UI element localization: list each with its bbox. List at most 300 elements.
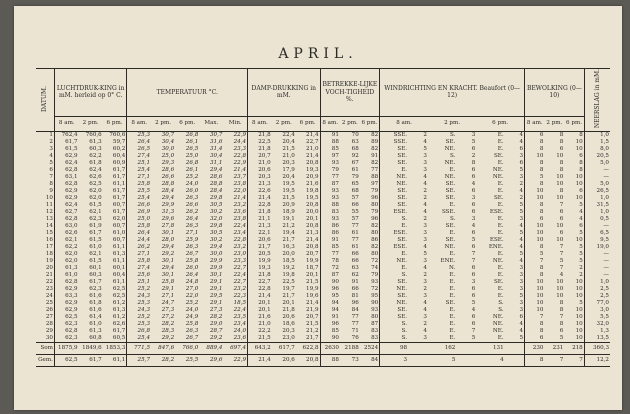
value-cell: 6 [471, 264, 476, 271]
value-cell: 10 [556, 173, 564, 180]
value-cell: 25,0 [137, 215, 151, 222]
value-cell: 21,4 [223, 167, 247, 174]
value-cell: 25,0 [161, 152, 175, 159]
value-cell: 61,7 [103, 167, 127, 174]
value-cell: 29,9 [209, 257, 223, 264]
value-cell: ENE. [440, 257, 456, 264]
value-cell: 62,0 [65, 250, 78, 257]
value-cell: 6 [471, 243, 476, 250]
value-cell: 8 [559, 299, 564, 306]
value-cell: 23,7 [223, 174, 247, 181]
som-value: 1849,6 [79, 342, 103, 354]
value-cell: E. [449, 250, 456, 257]
value-cell: 62,0 [103, 216, 127, 223]
value-cell: 30,5 [209, 201, 223, 208]
day-cell: 18 [36, 251, 54, 258]
value-cell: 2 [564, 272, 584, 279]
value-cell: 10 [536, 194, 544, 201]
value-cell: 26,5 [596, 187, 609, 194]
value-cell: 6 [539, 215, 544, 222]
value-cell: 96 [360, 216, 380, 223]
value-cell: 24,0 [185, 306, 199, 313]
value-cell: 8 [559, 320, 564, 327]
value-cell: 61,0 [89, 243, 102, 250]
value-cell: 66 [351, 201, 359, 208]
value-cell: 61,6 [89, 292, 102, 299]
value-cell: 4 [423, 327, 427, 334]
value-cell: 19,0 [596, 243, 609, 250]
value-cell: 85 [331, 145, 339, 152]
value-cell: 22,0 [223, 188, 247, 195]
value-cell: 30,0 [161, 145, 175, 152]
value-cell: 30,5 [209, 229, 223, 236]
wind-sub: 8 am. [380, 116, 428, 131]
value-cell: 27,4 [137, 152, 151, 159]
value-cell: 10 [536, 152, 544, 159]
value-cell: 83 [360, 335, 380, 343]
value-cell: 23,5 [223, 314, 247, 321]
value-cell: 62,4 [89, 166, 102, 173]
value-cell: 20,1 [282, 299, 295, 306]
value-cell: 85 [331, 243, 339, 250]
value-cell: 21,5 [282, 194, 295, 201]
value-cell: 20,6 [258, 236, 271, 243]
gem-value: 28,2 [151, 354, 175, 366]
value-cell: 22,4 [223, 223, 247, 230]
value-cell: 92 [351, 152, 359, 159]
value-cell: 26,3 [185, 327, 199, 334]
value-cell: 21,8 [258, 208, 271, 215]
table-row [36, 223, 610, 230]
value-cell: E. [449, 166, 456, 173]
table-row [36, 209, 610, 216]
value-cell: 29,4 [209, 243, 223, 250]
value-cell: 62,8 [65, 166, 78, 173]
value-cell: 61,7 [103, 188, 127, 195]
value-cell: 62,4 [65, 201, 78, 208]
value-cell: 61,3 [89, 138, 102, 145]
value-cell: 24,9 [185, 313, 199, 320]
value-cell: NE. [492, 313, 504, 320]
value-cell: 4 [505, 139, 525, 146]
value-cell: 61,1 [103, 279, 127, 286]
table-row [36, 167, 610, 174]
value-cell: 70 [351, 131, 359, 138]
value-cell: 91 [331, 131, 339, 138]
value-cell: 4 [471, 306, 476, 313]
value-cell: 62,8 [65, 327, 78, 334]
value-cell: 762,4 [61, 131, 78, 138]
value-cell: NE. [492, 166, 504, 173]
value-cell: 61,5 [65, 145, 78, 152]
value-cell: E. [497, 131, 504, 138]
value-cell: 62,0 [89, 194, 102, 201]
value-cell: 72 [360, 258, 380, 265]
value-cell: E. [497, 159, 504, 166]
value-cell: 79 [360, 188, 380, 195]
value-cell: E. [497, 215, 504, 222]
value-cell: 57 [351, 194, 359, 201]
value-cell: 27,8 [161, 222, 175, 229]
value-cell: 4 [505, 223, 525, 230]
gem-value: 25,7 [127, 354, 151, 366]
som-value: 771,5 [127, 342, 151, 354]
value-cell: ESE. [393, 208, 408, 215]
value-cell: 25,8 [137, 222, 151, 229]
value-cell: 5 [471, 299, 476, 306]
value-cell: 26,1 [185, 138, 199, 145]
value-cell: 8 [559, 159, 564, 166]
value-cell: 62,5 [103, 293, 127, 300]
value-cell: 5 [564, 300, 584, 307]
value-cell: 10 [564, 307, 584, 314]
value-cell: 2 [423, 285, 427, 292]
value-cell: 72 [360, 286, 380, 293]
value-cell: 3 [505, 307, 525, 314]
value-cell: 20,0 [282, 250, 295, 257]
value-cell: 9,5 [600, 236, 609, 243]
value-cell: 3 [505, 153, 525, 160]
value-cell: 29,2 [161, 250, 175, 257]
value-cell: 91 [351, 278, 359, 285]
value-cell: 2 [423, 131, 427, 138]
table-row [36, 174, 610, 181]
day-cell: 9 [36, 188, 54, 195]
value-cell: 1,0 [600, 194, 609, 201]
table-row [36, 251, 610, 258]
som-value: 622,8 [296, 342, 320, 354]
gem-value: 61,7 [79, 354, 103, 366]
value-cell: 6 [539, 334, 544, 341]
gem-label: Gem. [36, 354, 54, 366]
value-cell: 19,8 [296, 188, 320, 195]
value-cell: E. [497, 187, 504, 194]
value-cell: 8 [539, 327, 544, 334]
day-cell: 2 [36, 139, 54, 146]
day-cell: 19 [36, 258, 54, 265]
value-cell: — [603, 271, 609, 278]
pressure-sub: 2 pm. [79, 116, 103, 131]
value-cell: 10 [556, 180, 564, 187]
value-cell: 21,0 [258, 159, 271, 166]
value-cell: 96 [331, 320, 339, 327]
pressure-header: LUCHTDRUK-KING in mM. herleid op 0° C. [54, 69, 126, 117]
value-cell: 10 [536, 222, 544, 229]
value-cell: 4 [505, 237, 525, 244]
value-cell: 5 [423, 145, 427, 152]
value-cell: 28,4 [209, 187, 223, 194]
value-cell: E. [449, 306, 456, 313]
value-cell: 7 [559, 243, 564, 250]
value-cell: 3 [423, 222, 427, 229]
value-cell: 21,0 [282, 152, 295, 159]
value-cell: 4 [423, 243, 427, 250]
value-cell: 4 [423, 138, 427, 145]
value-cell: 21,4 [223, 195, 247, 202]
value-cell: 62,0 [89, 187, 102, 194]
value-cell: 2 [505, 195, 525, 202]
value-cell: 23,2 [223, 286, 247, 293]
datum-header: DATUM. [36, 69, 54, 132]
value-cell: 21,4 [296, 237, 320, 244]
value-cell: 22,8 [223, 237, 247, 244]
value-cell: 61,2 [103, 314, 127, 321]
som-value: 697,4 [223, 342, 247, 354]
value-cell: 68 [351, 187, 359, 194]
value-cell: 7 [539, 313, 544, 320]
value-cell: 61,3 [65, 264, 78, 271]
sum-row [36, 342, 610, 354]
value-cell: E. [497, 250, 504, 257]
value-cell: 26,8 [185, 159, 199, 166]
value-cell: 62,9 [65, 194, 78, 201]
value-cell: 21,3 [258, 222, 271, 229]
value-cell: 23,2 [223, 244, 247, 251]
value-cell: 29,3 [161, 159, 175, 166]
mean-row [36, 354, 610, 366]
value-cell: 25,8 [137, 180, 151, 187]
value-cell: 96 [360, 195, 380, 202]
value-cell: SE. [445, 236, 456, 243]
value-cell: E. [401, 264, 408, 271]
value-cell: 26,3 [185, 243, 199, 250]
value-cell: 20,8 [296, 244, 320, 251]
value-cell: SE. [493, 194, 504, 201]
value-cell: SE. [397, 152, 408, 159]
gem-value [505, 354, 525, 366]
value-cell: 25,8 [137, 257, 151, 264]
value-cell: 28,3 [161, 327, 175, 334]
value-cell: 28,2 [209, 313, 223, 320]
value-cell: E. [449, 278, 456, 285]
value-cell: E. [497, 334, 504, 341]
value-cell: 5 [471, 138, 476, 145]
value-cell: 10 [564, 293, 584, 300]
value-cell: 77 [360, 167, 380, 174]
value-cell: 29,5 [209, 292, 223, 299]
value-cell: 25,5 [137, 187, 151, 194]
som-value: 1853,3 [103, 342, 127, 354]
som-value: 162 [428, 342, 456, 354]
value-cell: 21,4 [296, 153, 320, 160]
value-cell: 27,3 [209, 306, 223, 313]
value-cell: 3 [423, 236, 427, 243]
value-cell: 18,9 [282, 208, 295, 215]
gem-value: 62,5 [54, 354, 78, 366]
value-cell: 22,5 [282, 278, 295, 285]
value-cell: 74 [360, 265, 380, 272]
value-cell: 96 [351, 299, 359, 306]
value-cell: 93 [331, 159, 339, 166]
som-value: 617,7 [272, 342, 296, 354]
value-cell: 30,2 [209, 236, 223, 243]
value-cell: 6 [559, 145, 564, 152]
value-cell: 21,5 [282, 145, 295, 152]
value-cell: 10 [564, 314, 584, 321]
value-cell: 83 [331, 208, 339, 215]
value-cell: 4 [423, 299, 427, 306]
value-cell: 3 [471, 278, 476, 285]
value-cell: 62,8 [65, 180, 78, 187]
value-cell: 10 [536, 236, 544, 243]
value-cell: 80 [360, 251, 380, 258]
value-cell: E. [449, 229, 456, 236]
value-cell: 61,8 [89, 159, 102, 166]
gem-value [408, 354, 428, 366]
value-cell: 4 [505, 321, 525, 328]
value-cell: 6 [471, 292, 476, 299]
gem-value: 22,9 [223, 354, 247, 366]
value-cell: 6 [471, 173, 476, 180]
day-cell: 25 [36, 300, 54, 307]
som-value: 360,3 [584, 342, 610, 354]
value-cell: 21,6 [296, 181, 320, 188]
value-cell: 10 [564, 195, 584, 202]
value-cell: 22,1 [258, 229, 271, 236]
value-cell: 65 [351, 180, 359, 187]
value-cell: 62,9 [65, 306, 78, 313]
value-cell: 26,8 [137, 327, 151, 334]
value-cell: 3 [505, 265, 525, 272]
som-value: 231 [544, 342, 564, 354]
value-cell: 62,6 [65, 229, 78, 236]
value-cell: 61,5 [89, 201, 102, 208]
value-cell: 10 [536, 306, 544, 313]
som-value: 98 [380, 342, 408, 354]
value-cell: 20,7 [296, 251, 320, 258]
value-cell: 6 [471, 313, 476, 320]
value-cell: 31,5 [596, 201, 609, 208]
value-cell: 10 [564, 139, 584, 146]
value-cell: S. [401, 215, 408, 222]
value-cell: 4 [423, 264, 427, 271]
value-cell: E. [401, 250, 408, 257]
value-cell: 8 [559, 166, 564, 173]
value-cell: 21,2 [282, 222, 295, 229]
cloud-sub: 2 pm. [544, 116, 564, 131]
value-cell: 18,5 [282, 257, 295, 264]
value-cell: 1,0 [600, 131, 609, 138]
value-cell: 22,8 [258, 201, 271, 208]
value-cell: 28,6 [161, 166, 175, 173]
value-cell: 25,6 [137, 271, 151, 278]
value-cell: 10 [556, 278, 564, 285]
value-cell: 29,1 [161, 285, 175, 292]
value-cell: 6,5 [600, 229, 609, 236]
value-cell: 60,3 [89, 271, 102, 278]
value-cell: 8 [564, 160, 584, 167]
table-row [36, 258, 610, 265]
value-cell: S. [401, 327, 408, 334]
som-value: 2524 [360, 342, 380, 354]
value-cell: 3 [505, 279, 525, 286]
value-cell: E. [449, 320, 456, 327]
value-cell: 62 [351, 271, 359, 278]
value-cell: 62,9 [65, 152, 78, 159]
day-cell: 5 [36, 160, 54, 167]
value-cell: 62,3 [89, 285, 102, 292]
value-cell: 26,9 [137, 208, 151, 215]
value-cell: 22,5 [258, 138, 271, 145]
value-cell: 93 [331, 187, 339, 194]
value-cell: 67 [351, 159, 359, 166]
gem-value: 20,6 [272, 354, 296, 366]
day-cell: 14 [36, 223, 54, 230]
humidity-sub: 6 pm. [360, 116, 380, 131]
value-cell: 10 [536, 229, 544, 236]
value-cell: 22,9 [223, 131, 247, 139]
value-cell: 60,7 [103, 223, 127, 230]
value-cell: 60,1 [103, 265, 127, 272]
value-cell: 90 [360, 300, 380, 307]
table-body [36, 131, 610, 342]
value-cell: 4 [505, 188, 525, 195]
value-cell: 25,3 [137, 320, 151, 327]
value-cell: 23,3 [223, 146, 247, 153]
value-cell: 760,6 [103, 131, 127, 139]
value-cell: 86 [360, 237, 380, 244]
value-cell: 5 [505, 202, 525, 209]
value-cell: 8 [564, 167, 584, 174]
value-cell: 20,8 [296, 202, 320, 209]
value-cell: — [603, 250, 609, 257]
value-cell: 29,4 [161, 264, 175, 271]
value-cell: NE. [444, 159, 456, 166]
value-cell: 60,8 [89, 334, 102, 341]
value-cell: NE. [444, 243, 456, 250]
day-cell: 23 [36, 286, 54, 293]
value-cell: 26,7 [185, 334, 199, 341]
value-cell: 62,1 [65, 236, 78, 243]
value-cell: 8 [539, 180, 544, 187]
value-cell: 82 [360, 131, 380, 139]
value-cell: 5,0 [600, 159, 609, 166]
value-cell: 91 [331, 236, 339, 243]
day-cell: 13 [36, 216, 54, 223]
value-cell: E. [497, 271, 504, 278]
gem-value: 25,5 [175, 354, 199, 366]
value-cell: NE. [396, 180, 408, 187]
value-cell: 2 [564, 265, 584, 272]
value-cell: S. [449, 152, 456, 159]
value-cell: 23,4 [223, 321, 247, 328]
value-cell: 60,3 [89, 145, 102, 152]
value-cell: 3 [505, 300, 525, 307]
value-cell: 7 [559, 264, 564, 271]
value-cell: 29,4 [209, 166, 223, 173]
value-cell: 18,7 [296, 265, 320, 272]
som-value: 131 [476, 342, 504, 354]
day-cell: 4 [36, 153, 54, 160]
table-row [36, 328, 610, 335]
value-cell: 5 [564, 251, 584, 258]
cloud-header: BEWOLKING (0—10) [525, 69, 585, 117]
value-cell: 63 [351, 138, 359, 145]
value-cell: 3 [423, 278, 427, 285]
value-cell: — [603, 173, 609, 180]
value-cell: 63,1 [65, 173, 78, 180]
value-cell: — [603, 166, 609, 173]
value-cell: 8 [539, 243, 544, 250]
value-cell: 5,5 [600, 313, 609, 320]
value-cell: 29,1 [209, 278, 223, 285]
value-cell: 71 [351, 327, 359, 334]
value-cell: 30,7 [161, 131, 175, 138]
value-cell: NE. [444, 145, 456, 152]
value-cell: 55 [351, 208, 359, 215]
value-cell: 2,5 [600, 285, 609, 292]
value-cell: 21,2 [296, 328, 320, 335]
